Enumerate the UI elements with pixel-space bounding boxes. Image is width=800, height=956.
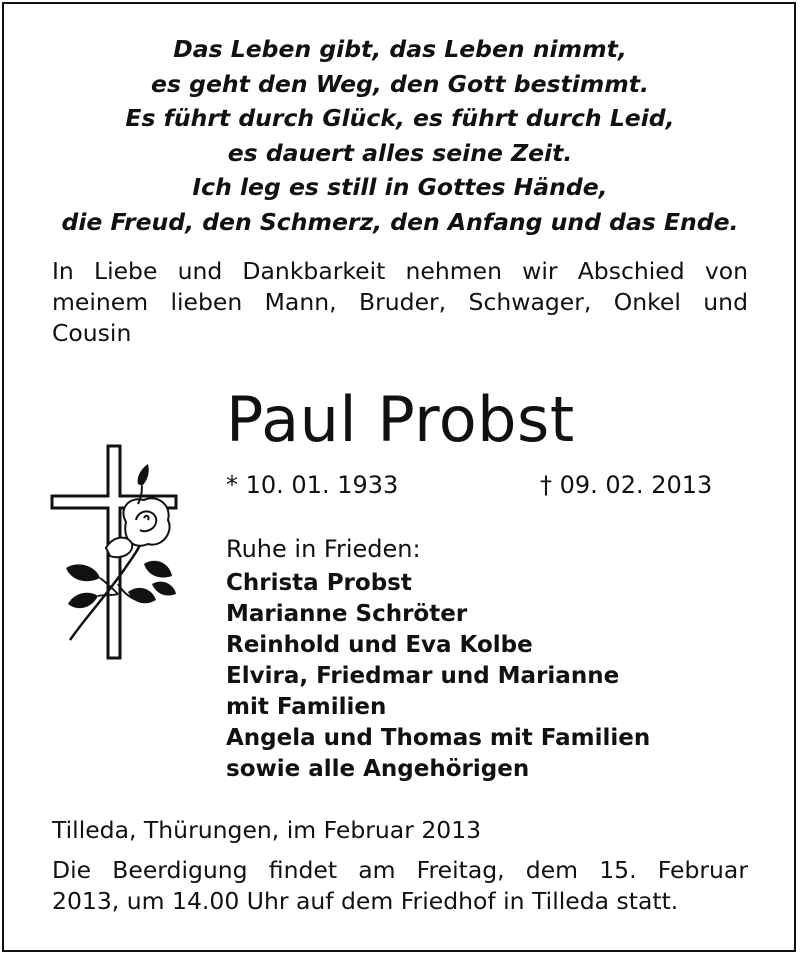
place-and-date: Tilleda, Thürungen, im Februar 2013 [52, 816, 482, 844]
poem-line: Das Leben gibt, das Leben nimmt, [173, 35, 627, 63]
mourners-list [226, 568, 650, 785]
mourner-entry: Marianne Schröter [226, 601, 468, 627]
funeral-notice [52, 855, 748, 917]
cross-with-rose-icon [48, 444, 180, 662]
death-date: † 09. 02. 2013 [540, 471, 713, 499]
mourner-entry: Angela und Thomas mit Familien [226, 725, 651, 751]
mourner-entry: sowie alle Angehörigen [226, 756, 530, 782]
poem-line: Es führt durch Glück, es führt durch Leid, [125, 104, 675, 132]
intro-line: Cousin [52, 319, 132, 347]
poem-line: es dauert alles seine Zeit. [227, 138, 573, 167]
deceased-name: Paul Probst [226, 383, 575, 456]
poem-line: die Freud, den Schmerz, den Anfang und das Ende. [61, 207, 739, 236]
poem [0, 32, 800, 239]
funeral-line: Die Beerdigung findet am Freitag, dem 15. Februar [52, 856, 748, 884]
intro-line: In Liebe und Dankbarkeit nehmen wir Abschied von [52, 257, 748, 285]
intro-line: meinem lieben Mann, Bruder, Schwager, Onkel und [52, 288, 748, 316]
poem-line: Ich leg es still in Gottes Hände, [192, 173, 608, 201]
mourner-entry: Christa Probst [226, 570, 412, 596]
intro-text [52, 256, 748, 349]
birth-date: * 10. 01. 1933 [226, 471, 399, 499]
mourner-entry: Elvira, Friedmar und Marianne [226, 663, 620, 689]
mourner-entry: Reinhold und Eva Kolbe [226, 632, 533, 658]
mourner-entry: mit Familien [226, 694, 387, 720]
funeral-line: 2013, um 14.00 Uhr auf dem Friedhof in Tilleda statt. [52, 887, 679, 915]
rest-in-peace-text: Ruhe in Frieden: [226, 535, 421, 563]
poem-line: es geht den Weg, den Gott bestimmt. [151, 69, 649, 98]
